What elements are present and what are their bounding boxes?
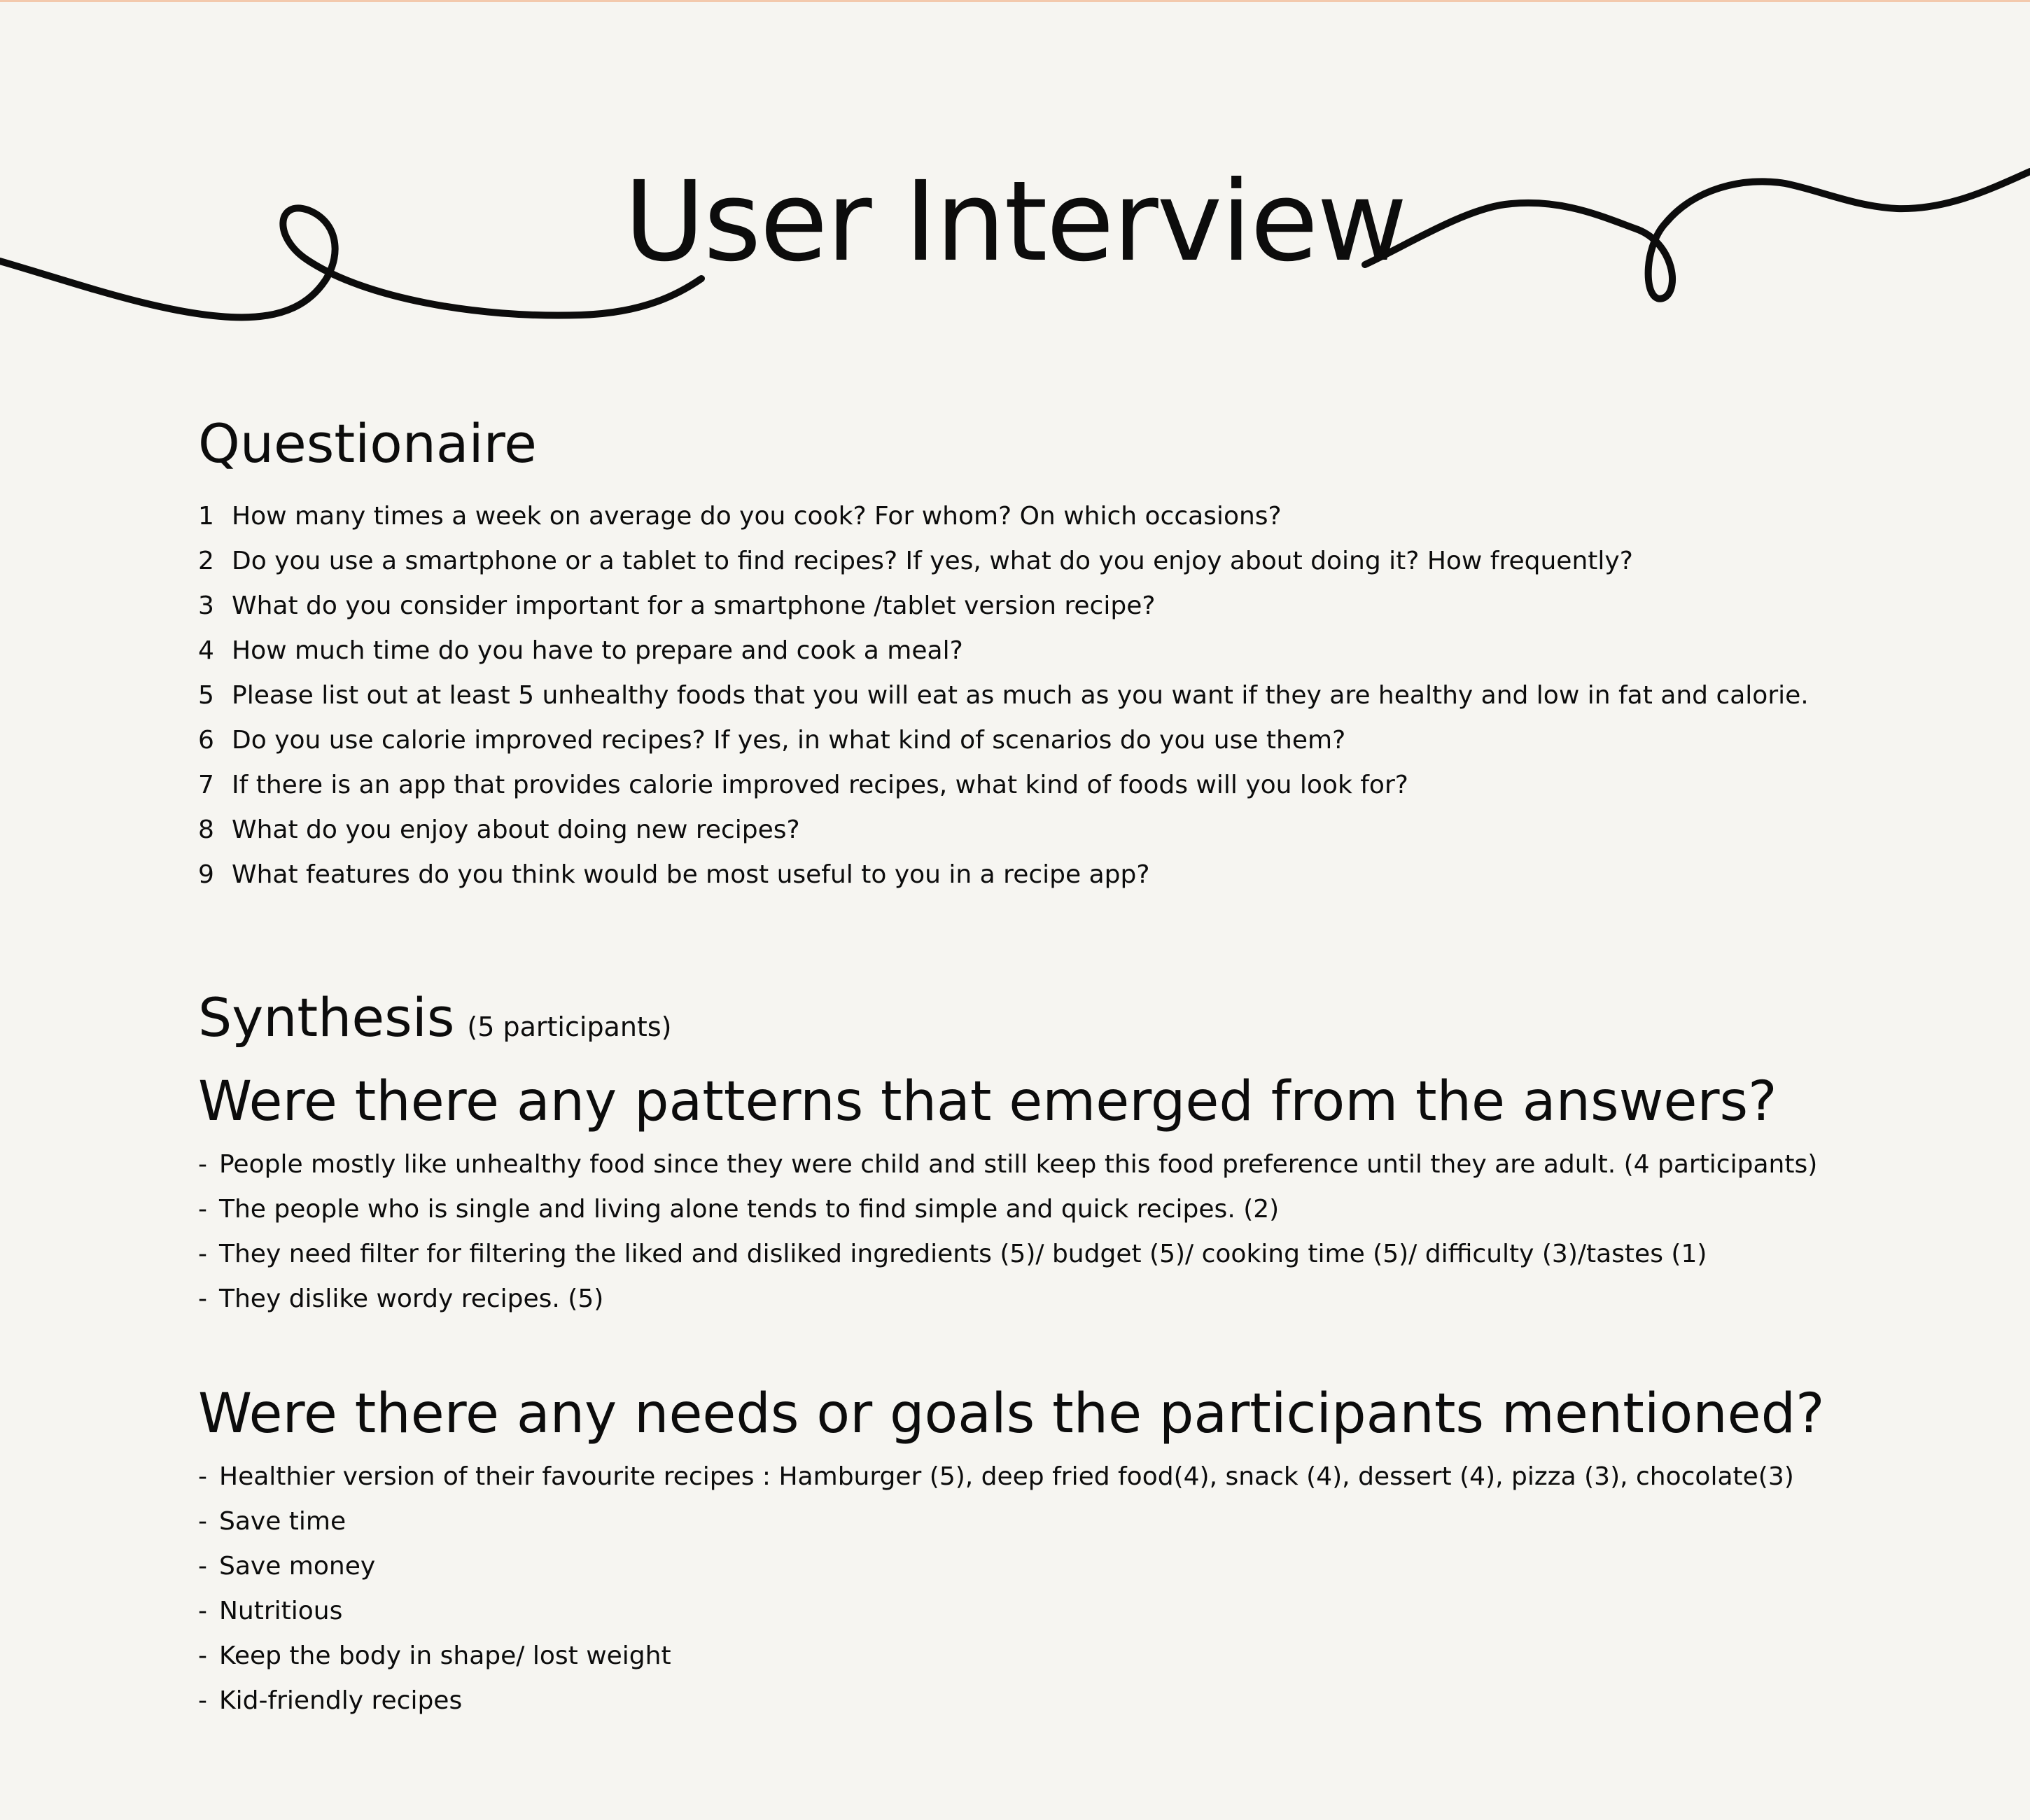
patterns-list <box>198 1142 1934 1322</box>
question-number: 5 <box>198 681 214 710</box>
list-item: - Kid-friendly recipes <box>198 1686 463 1715</box>
need-text: Kid-friendly recipes <box>219 1686 463 1715</box>
question-item <box>198 853 1934 897</box>
needs-list <box>198 1455 1934 1723</box>
question-number: 1 <box>198 502 214 531</box>
main-content <box>198 407 1934 1723</box>
pattern-text: They need filter for filtering the liked and disliked ingredients (5)/ budget (5)/ cooking time (5)/ difficulty (3)/tastes (1) <box>219 1240 1707 1268</box>
need-text: Save money <box>219 1552 376 1581</box>
question-number: 4 <box>198 636 214 665</box>
question-text: Do you use a smartphone or a tablet to find recipes? If yes, what do you enjoy about doing it? How frequently? <box>232 547 1633 575</box>
question-text: Do you use calorie improved recipes? If yes, in what kind of scenarios do you use them? <box>232 726 1346 755</box>
list-item: - Save money <box>198 1552 376 1581</box>
question-number: 3 <box>198 592 214 620</box>
needs-question: Were there any needs or goals the participants mentioned? <box>198 1382 1825 1446</box>
question-text: If there is an app that provides calorie improved recipes, what kind of foods will you look for? <box>232 771 1408 799</box>
list-item: - The people who is single and living alone tends to find simple and quick recipes. (2) <box>198 1195 1280 1224</box>
question-item <box>198 718 1934 763</box>
questionnaire-heading: Questionaire <box>198 412 537 475</box>
list-item: - Healthier version of their favourite recipes : Hamburger (5), deep fried food(4), snack (4), dessert (4), pizza (3), chocolate(3) <box>198 1462 1794 1491</box>
question-list <box>198 494 1934 897</box>
page-title: User Interview <box>624 158 1406 286</box>
question-item <box>198 539 1934 584</box>
list-item: - Nutritious <box>198 1597 343 1625</box>
list-item: - People mostly like unhealthy food since they were child and still keep this food preference until they are adult. (4 participants) <box>198 1150 1818 1179</box>
patterns-question: Were there any patterns that emerged from the answers? <box>198 1070 1777 1133</box>
question-number: 2 <box>198 547 214 575</box>
need-text: Healthier version of their favourite recipes : Hamburger (5), deep fried food(4), snack (4), dessert (4), pizza (3), chocolate(3) <box>219 1462 1794 1491</box>
question-item <box>198 629 1934 673</box>
list-item: - Keep the body in shape/ lost weight <box>198 1642 671 1670</box>
question-item <box>198 494 1934 539</box>
pattern-text: The people who is single and living alone tends to find simple and quick recipes. (2) <box>219 1195 1280 1224</box>
question-text: Please list out at least 5 unhealthy foods that you will eat as much as you want if they are healthy and low in fat and calorie. <box>232 681 1809 710</box>
list-item: - They need filter for filtering the liked and disliked ingredients (5)/ budget (5)/ cooking time (5)/ difficulty (3)/tastes (1) <box>198 1240 1707 1268</box>
list-item: - Save time <box>198 1507 346 1536</box>
need-text: Nutritious <box>219 1597 343 1625</box>
pattern-text: They dislike wordy recipes. (5) <box>219 1284 604 1313</box>
need-text: Keep the body in shape/ lost weight <box>219 1642 671 1670</box>
question-number: 9 <box>198 860 214 889</box>
participants-note: (5 participants) <box>467 1011 672 1042</box>
question-item <box>198 584 1934 629</box>
question-number: 6 <box>198 726 214 755</box>
question-text: What do you enjoy about doing new recipes? <box>232 816 800 844</box>
question-item <box>198 673 1934 718</box>
synthesis-heading-row <box>198 981 1934 1054</box>
pattern-text: People mostly like unhealthy food since they were child and still keep this food preference until they are adult. (4 participants) <box>219 1150 1818 1179</box>
question-text: How many times a week on average do you cook? For whom? On which occasions? <box>232 502 1282 531</box>
need-text: Save time <box>219 1507 346 1536</box>
question-text: What features do you think would be most useful to you in a recipe app? <box>232 860 1150 889</box>
question-text: What do you consider important for a smartphone /tablet version recipe? <box>232 592 1156 620</box>
question-item <box>198 808 1934 853</box>
question-item <box>198 763 1934 808</box>
synthesis-heading: Synthesis <box>198 986 455 1049</box>
question-number: 8 <box>198 816 214 844</box>
question-text: How much time do you have to prepare and cook a meal? <box>232 636 963 665</box>
list-item: - They dislike wordy recipes. (5) <box>198 1284 604 1313</box>
question-number: 7 <box>198 771 214 799</box>
